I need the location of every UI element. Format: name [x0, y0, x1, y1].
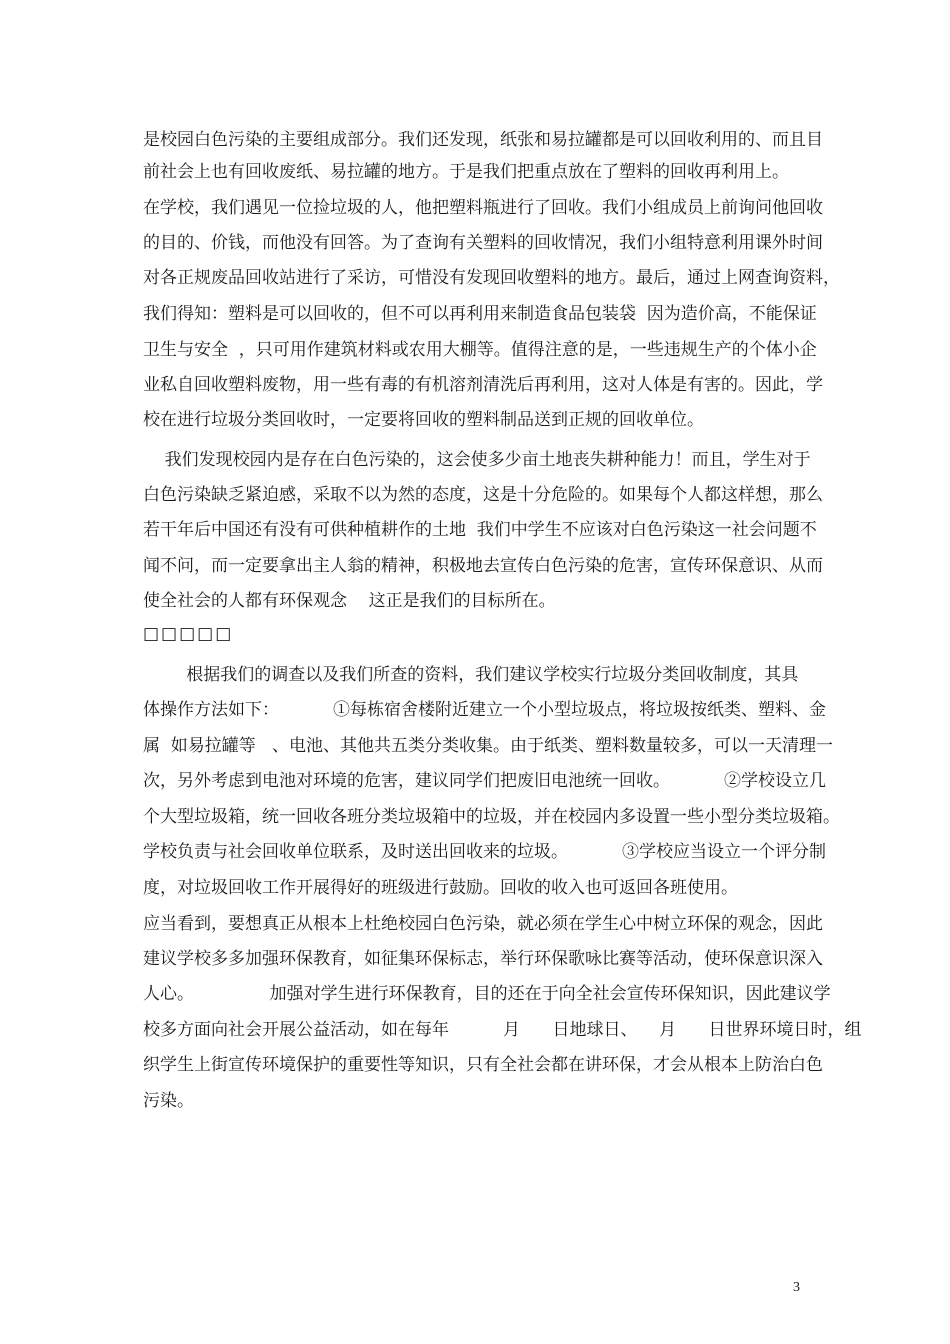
body-text-line: 是校园白色污染的主要组成部分。我们还发现，纸张和易拉罐都是可以回收利用的、而且目 — [143, 130, 823, 150]
body-text-line: 属 如易拉罐等 、电池、其他共五类分类收集。由于纸类、塑料数量较多，可以一天清理一 — [143, 736, 834, 756]
body-text-line: 体操作方法如下： ①每栋宿舍楼附近建立一个小型垃圾点，将垃圾按纸类、塑料、金 — [143, 700, 827, 720]
body-text-line: 我们得知：塑料是可以回收的，但不可以再利用来制造食品包装袋 因为造价高，不能保证 — [143, 304, 817, 324]
body-text-line: 应当看到，要想真正从根本上杜绝校园白色污染，就必须在学生心中树立环保的观念，因此 — [143, 914, 823, 934]
body-text-line: 根据我们的调查以及我们所查的资料，我们建议学校实行垃圾分类回收制度，其具 — [143, 665, 799, 685]
body-text-line: 的目的、价钱，而他没有回答。为了查询有关塑料的回收情况，我们小组特意利用课外时间 — [143, 233, 823, 253]
body-text-line: 我们发现校园内是存在白色污染的，这会使多少亩土地丧失耕种能力！而且，学生对于 — [143, 450, 811, 470]
body-text-line: 业私自回收塑料废物，用一些有毒的有机溶剂清洗后再利用，这对人体是有害的。因此，学 — [143, 375, 823, 395]
body-text-line: 校在进行垃圾分类回收时，一定要将回收的塑料制品送到正规的回收单位。 — [143, 410, 704, 430]
body-text-line: 在学校，我们遇见一位捡垃圾的人，他把塑料瓶进行了回收。我们小组成员上前询问他回收 — [143, 198, 823, 218]
body-text-line: 白色污染缺乏紧迫感，采取不以为然的态度，这是十分危险的。如果每个人都这样想，那么 — [143, 485, 823, 505]
body-text-line: 学校负责与社会回收单位联系，及时送出回收来的垃圾。 ③学校应当设立一个评分制 — [143, 842, 827, 862]
body-text-line: 校多方面向社会开展公益活动，如在每年 月 日地球日、 月 日世界环境日时，组 — [143, 1020, 862, 1040]
body-text-line: 使全社会的人都有环保观念 这正是我们的目标所在。 — [143, 591, 556, 611]
body-text-line: 人心。 加强对学生进行环保教育，目的还在于向全社会宣传环保知识，因此建议学 — [143, 984, 831, 1004]
body-text-line: 织学生上街宣传环境保护的重要性等知识，只有全社会都在讲环保，才会从根本上防治白色 — [143, 1055, 823, 1075]
body-text-line: 若干年后中国还有没有可供种植耕作的土地 我们中学生不应该对白色污染这一社会问题不 — [143, 520, 817, 540]
body-text-line: 次，另外考虑到电池对环境的危害，建议同学们把废旧电池统一回收。 ②学校设立几 — [143, 771, 827, 791]
body-text-line: 度，对垃圾回收工作开展得好的班级进行鼓励。回收的收入也可返回各班使用。 — [143, 878, 738, 898]
body-text-line: 建议学校多多加强环保教育，如征集环保标志，举行环保歌咏比赛等活动，使环保意识深入 — [143, 949, 823, 969]
body-text-line: 卫生与安全 ，只可用作建筑材料或农用大棚等。值得注意的是，一些违规生产的个体小企 — [143, 340, 817, 360]
body-text-line: 对各正规废品回收站进行了采访，可惜没有发现回收塑料的地方。最后，通过上网查询资料， — [143, 268, 840, 288]
body-text-line: 个大型垃圾箱，统一回收各班分类垃圾箱中的垃圾，并在校园内多设置一些小型分类垃圾箱。 — [143, 807, 840, 827]
section-heading: □□□□□ — [143, 624, 234, 644]
body-text-line: 闻不问，而一定要拿出主人翁的精神，积极地去宣传白色污染的危害，宣传环保意识、从而 — [143, 556, 823, 576]
body-text-line: 污染。 — [143, 1091, 194, 1111]
page-number: 3 — [793, 1280, 800, 1295]
body-text-line: 前社会上也有回收废纸、易拉罐的地方。于是我们把重点放在了塑料的回收再利用上。 — [143, 162, 789, 182]
